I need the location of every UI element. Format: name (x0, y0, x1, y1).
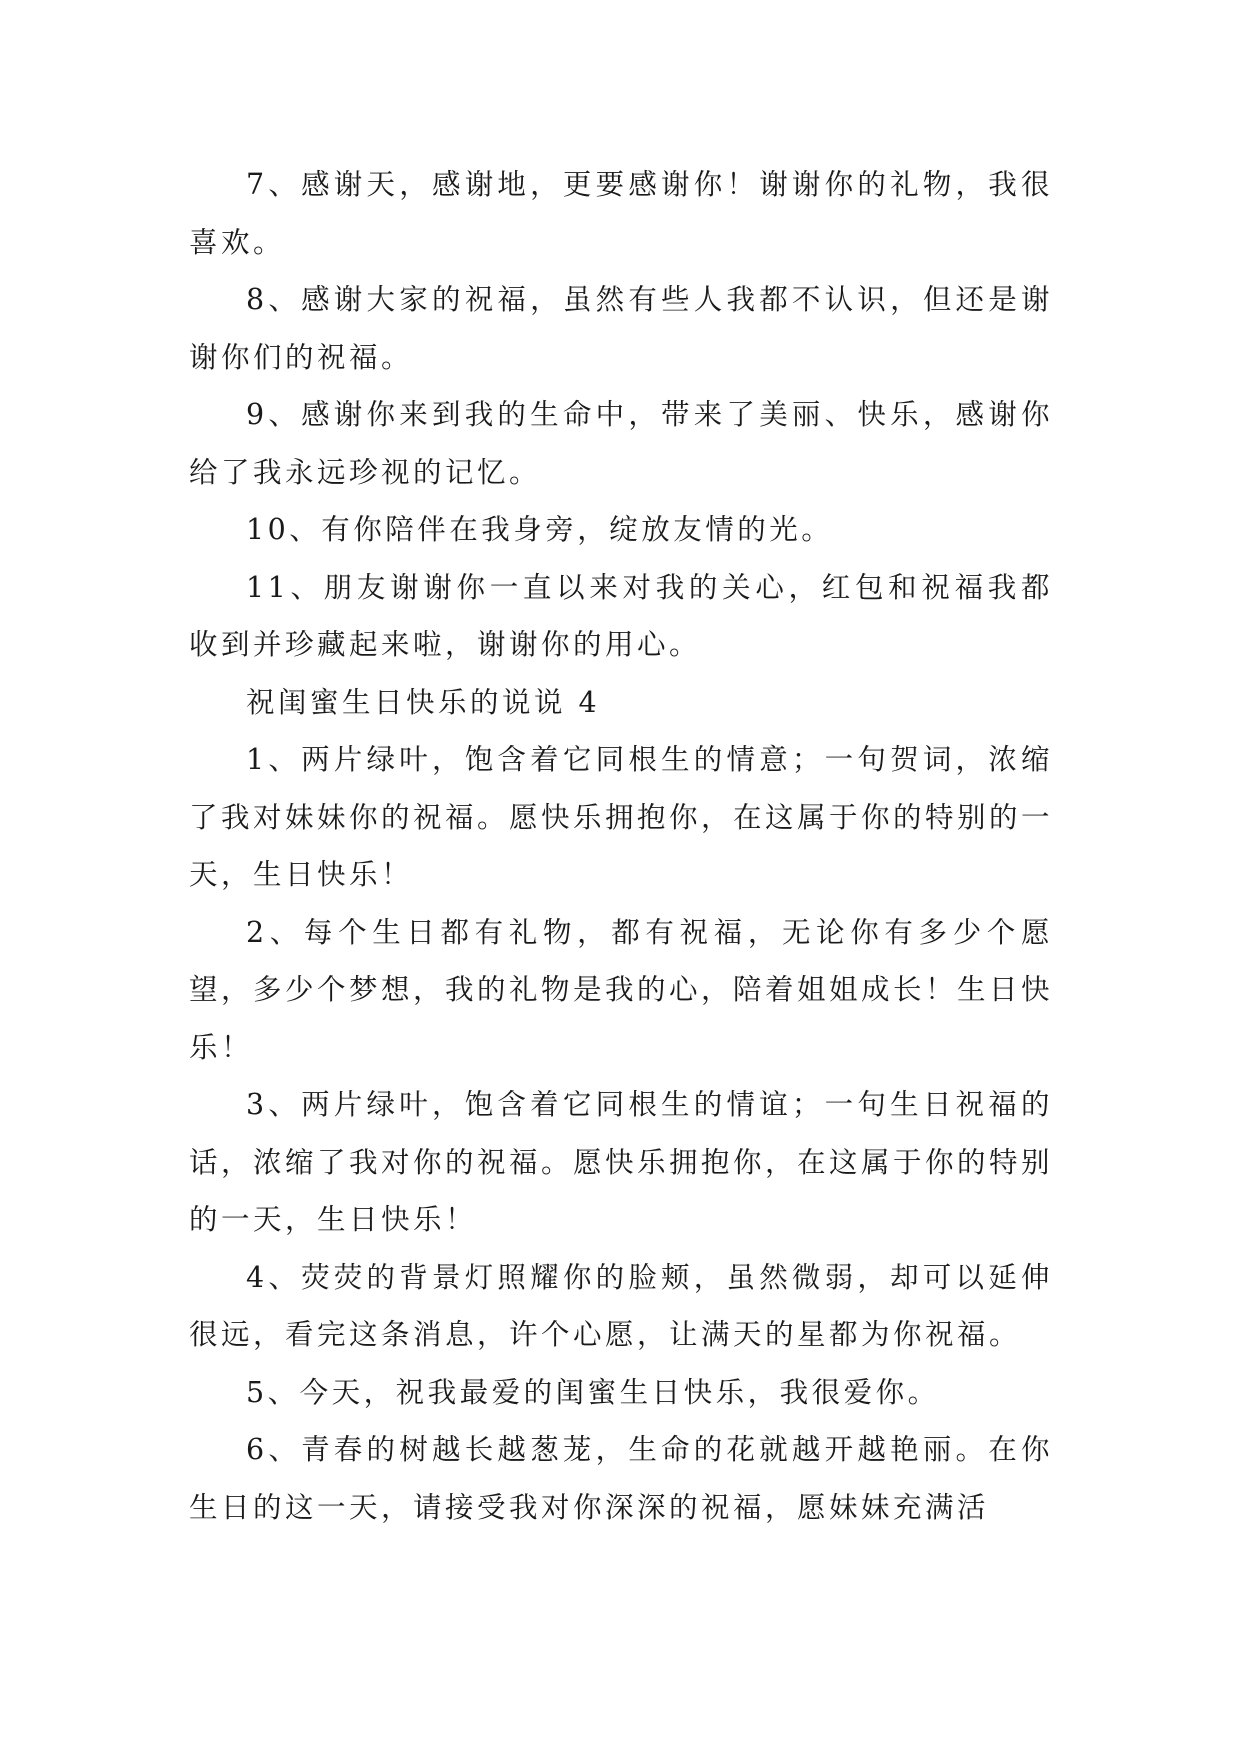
paragraph-item-7: 7、感谢天，感谢地，更要感谢你！谢谢你的礼物，我很喜欢。 (189, 168, 1053, 259)
document-body (189, 156, 1053, 1536)
section-heading: 祝闺蜜生日快乐的说说 4 (246, 685, 601, 719)
paragraph-item-11: 11、朋友谢谢你一直以来对我的关心，红包和祝福我都收到并珍藏起来啦，谢谢你的用心。 (189, 570, 1053, 661)
paragraph-item-9: 9、感谢你来到我的生命中，带来了美丽、快乐，感谢你给了我永远珍视的记忆。 (189, 398, 1053, 489)
paragraph-item-6: 6、青春的树越长越葱茏，生命的花就越开越艳丽。在你生日的这一天，请接受我对你深深的祝福，愿妹妹充满活 (189, 1433, 1053, 1524)
paragraph-item-10: 10、有你陪伴在我身旁，绽放友情的光。 (246, 513, 834, 546)
paragraph-item-3: 3、两片绿叶，饱含着它同根生的情谊；一句生日祝福的话，浓缩了我对你的祝福。愿快乐拥抱你，在这属于你的特别的一天，生日快乐！ (189, 1088, 1054, 1236)
paragraph-item-5: 5、今天，祝我最爱的闺蜜生日快乐，我很爱你。 (246, 1375, 940, 1409)
paragraph-item-1: 1、两片绿叶，饱含着它同根生的情意；一句贺词，浓缩了我对妹妹你的祝福。愿快乐拥抱你，在这属于你的特别的一天，生日快乐！ (189, 743, 1054, 891)
paragraph-item-4: 4、荧荧的背景灯照耀你的脸颊，虽然微弱，却可以延伸很远，看完这条消息，许个心愿，让满天的星都为你祝福。 (189, 1260, 1053, 1351)
paragraph-item-2: 2、每个生日都有礼物，都有祝福，无论你有多少个愿望，多少个梦想，我的礼物是我的心，陪着姐姐成长！生日快乐！ (189, 915, 1054, 1064)
paragraph-item-8: 8、感谢大家的祝福，虽然有些人我都不认识，但还是谢谢你们的祝福。 (189, 283, 1053, 374)
